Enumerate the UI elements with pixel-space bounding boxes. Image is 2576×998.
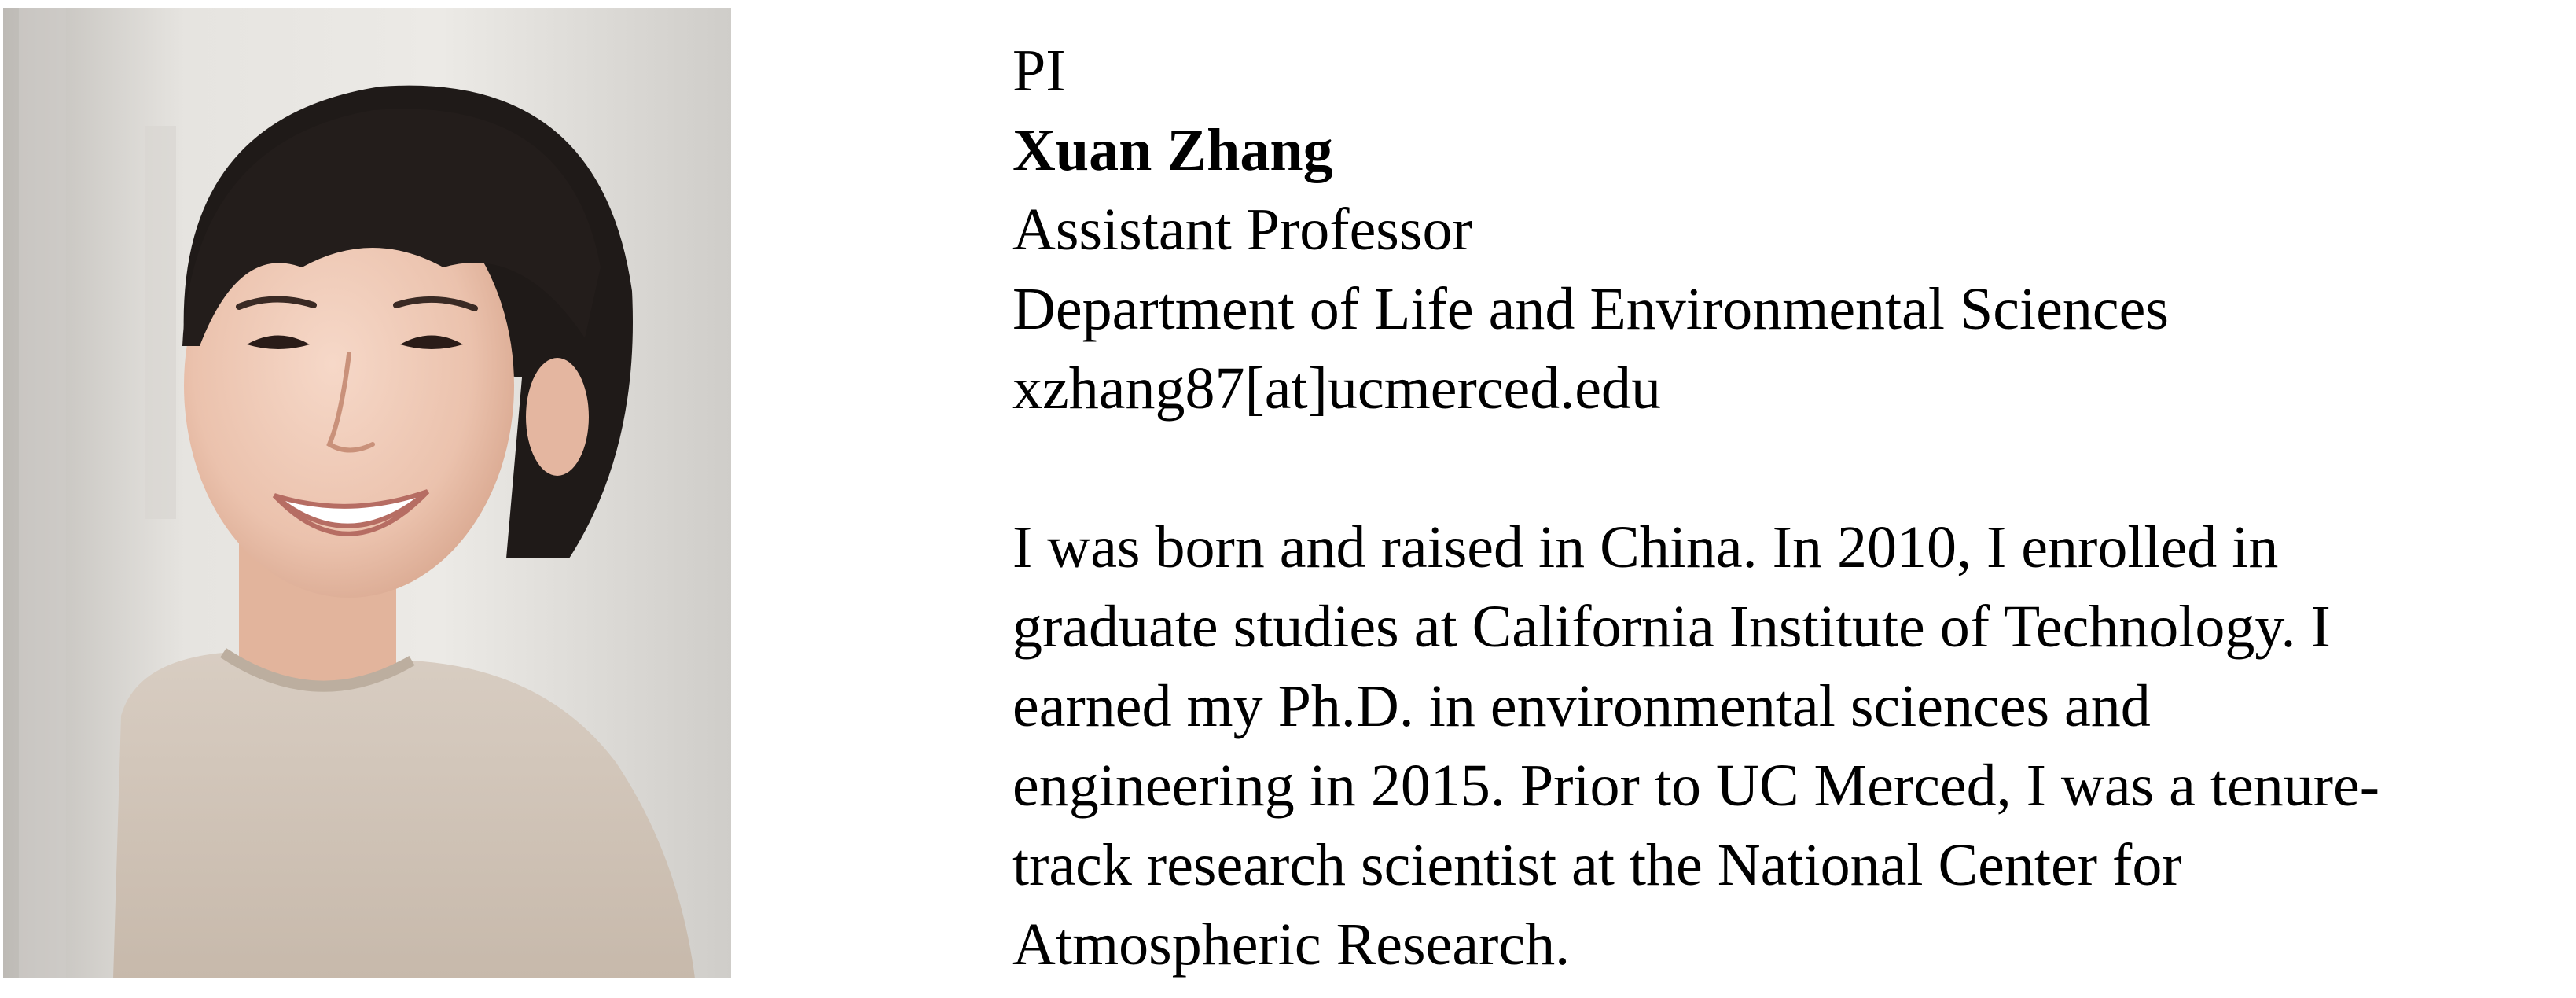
role-label: PI [1012, 38, 1066, 104]
bio-line: graduate studies at California Institute of Technology. I [1012, 594, 2331, 660]
bio-line: Atmospheric Research. [1012, 911, 1571, 978]
person-name: Xuan Zhang [1012, 117, 1333, 183]
paragraph-spacer [1012, 429, 2553, 508]
department: Department of Life and Environmental Sciences [1012, 276, 2169, 342]
portrait-photo [3, 8, 731, 978]
bio-line: I was born and raised in China. In 2010, I enrolled in [1012, 514, 2279, 580]
bio-line: engineering in 2015. Prior to UC Merced, I was a tenure- [1012, 753, 2380, 819]
bio-line: track research scientist at the National Center for [1012, 832, 2182, 898]
email: xzhang87[at]ucmerced.edu [1012, 355, 1662, 422]
profile-text [1012, 31, 2553, 985]
portrait-illustration [3, 8, 731, 978]
job-title: Assistant Professor [1012, 197, 1472, 263]
bio-line: earned my Ph.D. in environmental sciences and [1012, 673, 2151, 739]
bio-paragraph [1012, 508, 2482, 985]
